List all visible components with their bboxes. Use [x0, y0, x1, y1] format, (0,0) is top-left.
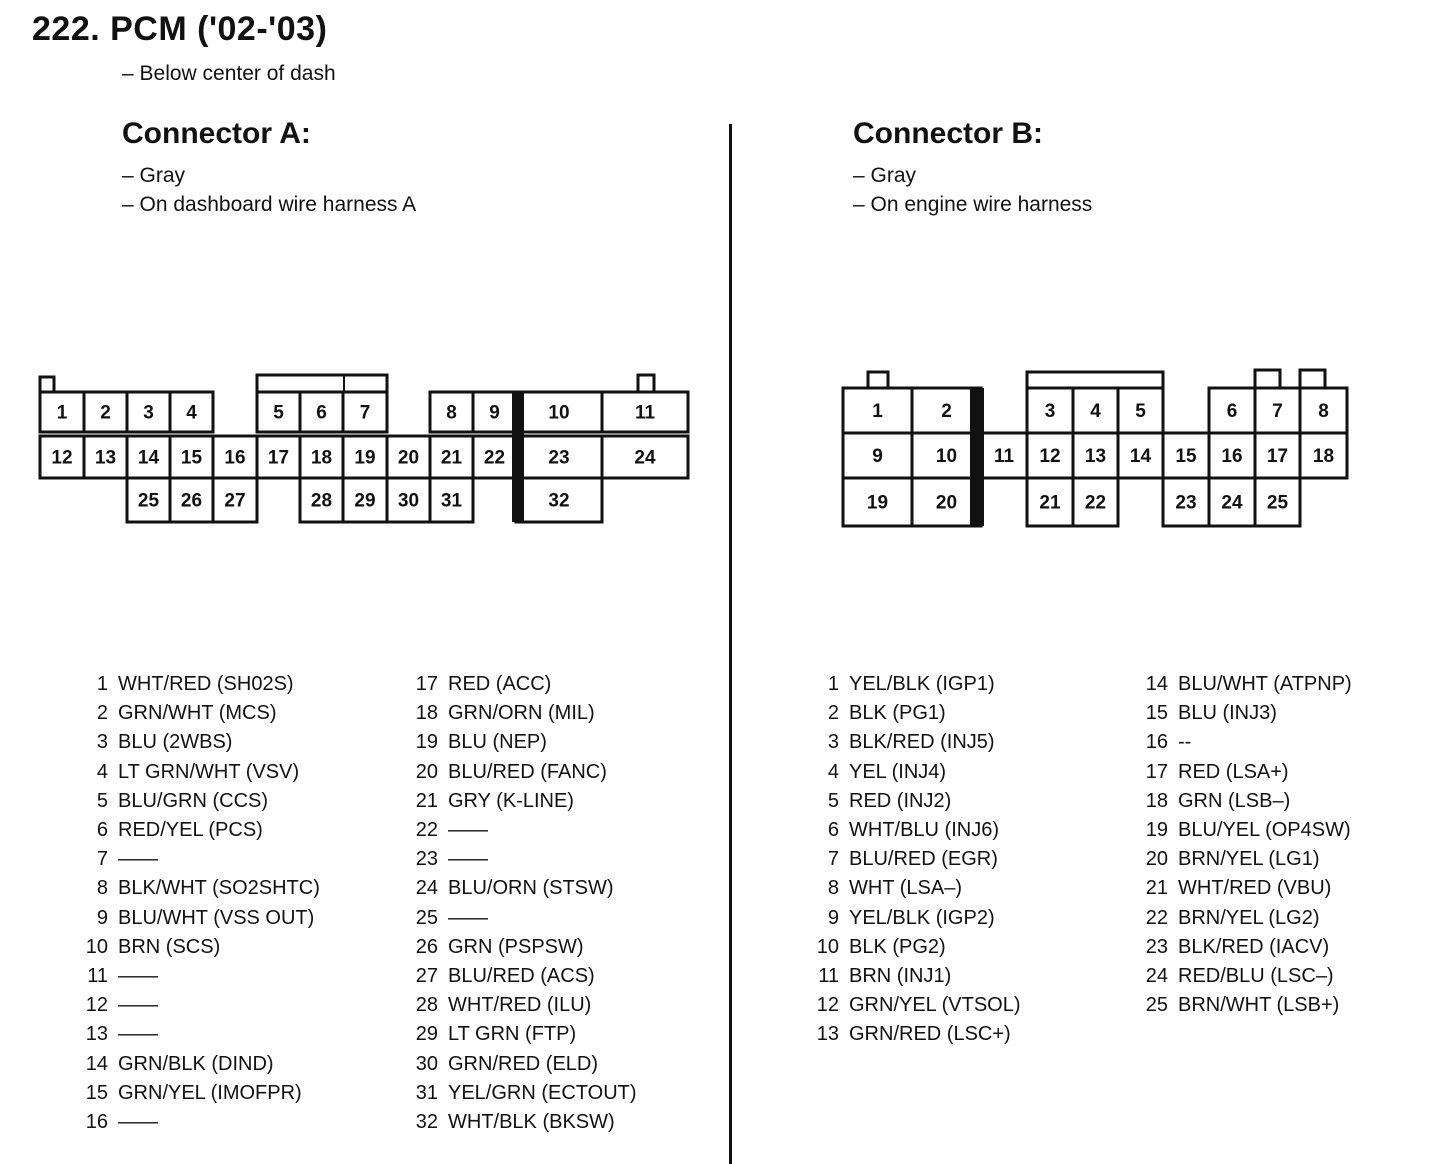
pin-row — [1138, 874, 1352, 903]
pin-description: BLU/GRN (CCS) — [118, 789, 269, 812]
pin-description: BLK/RED (INJ5) — [849, 731, 995, 754]
pin-description: YEL/GRN (ECTOUT) — [448, 1081, 637, 1104]
connector-b-cavity-label: 17 — [1266, 446, 1289, 467]
pin-row — [408, 699, 637, 728]
pin-row — [78, 1079, 320, 1108]
connector-b-cavity-label: 25 — [1266, 492, 1289, 514]
connector-b-cavity-label: 5 — [1135, 401, 1146, 422]
connector-b-cavity-label: 23 — [1175, 492, 1197, 514]
pin-number: 18 — [415, 702, 438, 725]
pin-number: 2 — [96, 702, 108, 725]
pin-number: 31 — [415, 1081, 438, 1104]
pin-row — [78, 874, 320, 903]
connector-a-cavity-label: 8 — [446, 402, 457, 424]
pin-row — [408, 962, 637, 991]
pin-row — [1138, 962, 1352, 991]
connector-a-cavity-label: 14 — [137, 447, 160, 469]
pin-description: —— — [448, 819, 488, 842]
pin-description: BLU (2WBS) — [118, 731, 233, 754]
connector-a-key-bar — [512, 392, 524, 522]
pin-description: GRN/RED (LSC+) — [849, 1023, 1011, 1046]
pin-description: GRN/RED (ELD) — [448, 1052, 599, 1075]
pin-description: GRN/YEL (VTSOL) — [849, 994, 1021, 1017]
connector-b-cavity-label: 21 — [1039, 492, 1061, 514]
pin-number: 24 — [1145, 965, 1168, 988]
pin-number: 13 — [816, 1023, 839, 1046]
pin-number: 13 — [85, 1023, 108, 1046]
pin-number: 21 — [1145, 877, 1168, 900]
pin-row — [408, 874, 637, 903]
connector-a-title: Connector A: — [122, 117, 311, 150]
connector-b-cavity-label: 7 — [1272, 401, 1283, 422]
pin-row — [78, 816, 320, 845]
pin-description: YEL (INJ4) — [849, 760, 947, 783]
connector-a-pinlist-left — [78, 670, 320, 1137]
pin-description: BLU/RED (ACS) — [448, 965, 595, 988]
connector-b-cavity-label: 18 — [1312, 446, 1335, 467]
pin-description: GRN (LSB–) — [1178, 789, 1291, 812]
pin-description: YEL/BLK (IGP2) — [849, 906, 995, 929]
pin-row — [408, 1050, 637, 1079]
connector-a-cavity-label: 12 — [51, 447, 73, 469]
pin-number: 16 — [1145, 731, 1168, 754]
pin-row — [1138, 670, 1352, 699]
pin-row — [809, 816, 1021, 845]
pin-description: —— — [118, 848, 158, 871]
connector-a-cavity-label: 26 — [180, 490, 203, 512]
pin-number: 5 — [827, 789, 839, 812]
connector-a-cavity-label: 32 — [548, 490, 570, 512]
pin-number: 18 — [1145, 789, 1168, 812]
connector-a-cavity-label: 19 — [354, 447, 376, 469]
pin-description: BLU/WHT (VSS OUT) — [118, 906, 315, 929]
pin-description: GRY (K-LINE) — [448, 789, 574, 812]
pin-row — [1138, 904, 1352, 933]
connector-a-diagram — [40, 375, 688, 522]
pin-number: 17 — [415, 673, 438, 695]
connector-a-lock-tab — [257, 375, 387, 392]
pin-number: 30 — [415, 1052, 438, 1075]
pin-row — [809, 758, 1021, 787]
pin-row — [408, 1079, 637, 1108]
pin-number: 10 — [85, 935, 108, 958]
pin-number: 32 — [415, 1111, 438, 1134]
pin-description: —— — [118, 994, 158, 1017]
connector-b-cavity-label: 9 — [872, 446, 883, 467]
pin-row — [78, 728, 320, 757]
connector-a-cavity-label: 6 — [316, 402, 327, 424]
connector-b-cavity-label: 2 — [941, 401, 952, 422]
pin-number: 3 — [96, 731, 108, 754]
pin-row — [1138, 991, 1352, 1020]
connector-diagram — [0, 0, 1456, 560]
pin-description: BRN/YEL (LG2) — [1178, 906, 1320, 929]
connector-a-cavity-label: 13 — [94, 447, 117, 469]
pin-row — [408, 1108, 637, 1137]
connector-b-key-bar — [970, 388, 984, 526]
connector-a-cavity-label: 28 — [310, 490, 333, 512]
pin-number: 20 — [1145, 848, 1168, 871]
pin-row — [78, 1108, 320, 1137]
connector-a-cavity-label: 21 — [440, 447, 463, 469]
pin-number: 21 — [415, 789, 438, 812]
pin-description: WHT/RED (VBU) — [1178, 877, 1332, 900]
connector-a-cavity-label: 1 — [56, 402, 68, 424]
pin-description: BLU (NEP) — [448, 731, 547, 754]
pin-number: 15 — [85, 1081, 108, 1104]
pin-row — [408, 816, 637, 845]
pin-number: 25 — [415, 906, 438, 929]
pin-row — [809, 699, 1021, 728]
pin-description: GRN/BLK (DIND) — [118, 1052, 274, 1075]
pin-description: —— — [448, 848, 488, 871]
pin-row — [78, 962, 320, 991]
pin-description: GRN/WHT (MCS) — [118, 702, 277, 725]
pin-number: 14 — [1145, 673, 1168, 695]
location-note: – Below center of dash — [122, 62, 336, 85]
pin-number: 4 — [827, 760, 839, 783]
connector-a-cavity-label: 16 — [224, 447, 246, 469]
pin-number: 7 — [96, 848, 108, 871]
pin-row — [78, 1050, 320, 1079]
connector-a-cavity-label: 2 — [100, 402, 111, 424]
pin-row — [78, 670, 320, 699]
pin-number: 6 — [827, 819, 839, 842]
pin-number: 15 — [1145, 702, 1168, 725]
pin-description: WHT/RED (SH02S) — [118, 673, 294, 695]
connector-b-cavity-label: 20 — [935, 492, 958, 514]
connector-a-cavity-label: 17 — [267, 447, 290, 469]
pin-row — [78, 1020, 320, 1049]
pin-number: 9 — [827, 906, 839, 929]
connector-a-cavity-label: 22 — [483, 447, 506, 469]
connector-b-cavity-label: 4 — [1090, 401, 1101, 422]
pin-number: 12 — [85, 994, 108, 1017]
pin-row — [809, 728, 1021, 757]
pin-row — [408, 933, 637, 962]
pin-number: 11 — [87, 965, 108, 988]
connector-a-harness-note: – On dashboard wire harness A — [122, 193, 417, 216]
pin-row — [809, 670, 1021, 699]
connector-b-cavity-label: 10 — [935, 446, 958, 467]
pin-description: WHT (LSA–) — [849, 877, 962, 900]
pin-number: 2 — [827, 702, 839, 725]
connector-a-cavity-label: 5 — [273, 402, 284, 424]
connector-b-cavity-label: 19 — [866, 492, 889, 514]
pin-description: —— — [448, 906, 488, 929]
pin-description: WHT/RED (ILU) — [448, 994, 592, 1017]
connector-a-color-note: – Gray — [122, 164, 186, 187]
pin-number: 14 — [85, 1052, 108, 1075]
pin-number: 25 — [1145, 994, 1168, 1017]
connector-a-latch-right — [638, 375, 654, 392]
connector-b-cavity-label: 11 — [993, 446, 1015, 467]
pin-description: BRN (SCS) — [118, 935, 221, 958]
connector-b-pinlist-left — [809, 670, 1021, 1050]
pin-number: 7 — [827, 848, 839, 871]
pin-row — [408, 1020, 637, 1049]
pin-description: -- — [1178, 731, 1192, 754]
pin-row — [408, 728, 637, 757]
connector-a-cavity-label: 3 — [143, 402, 154, 424]
connector-a-cavity-label: 24 — [634, 447, 656, 469]
pin-description: BRN/WHT (LSB+) — [1178, 994, 1340, 1017]
connector-a-cavity-label: 31 — [440, 490, 463, 512]
connector-b-cavity-label: 24 — [1221, 492, 1243, 514]
pin-description: —— — [118, 1111, 158, 1134]
connector-a-cavity-label: 7 — [359, 402, 371, 424]
pin-description: GRN/ORN (MIL) — [448, 702, 595, 725]
connector-b-cavity-label: 3 — [1044, 401, 1056, 422]
pin-row — [809, 874, 1021, 903]
connector-a-cavity-label: 9 — [489, 402, 500, 424]
pin-row — [809, 962, 1021, 991]
connector-b-cavity-label: 15 — [1175, 446, 1197, 467]
connector-b-latch-mid — [1255, 370, 1280, 388]
connector-b-latch-left — [868, 372, 888, 388]
pin-number: 19 — [1145, 819, 1168, 842]
pin-description: BLK/WHT (SO2SHTC) — [118, 877, 320, 900]
pin-description: WHT/BLK (BKSW) — [448, 1111, 615, 1134]
pin-description: GRN (PSPSW) — [448, 935, 584, 958]
connector-b-pinlist-right — [1138, 670, 1352, 1020]
pin-row — [78, 758, 320, 787]
pin-number: 29 — [415, 1023, 438, 1046]
pin-number: 23 — [1145, 935, 1168, 958]
pin-number: 5 — [96, 789, 108, 812]
pin-number: 3 — [827, 731, 839, 754]
connector-b-color-note: – Gray — [853, 164, 917, 187]
connector-b-cavity-label: 8 — [1318, 401, 1329, 422]
connector-a-cavity-label: 11 — [634, 402, 656, 424]
pin-number: 1 — [827, 673, 839, 695]
pin-number: 28 — [415, 994, 438, 1017]
connector-a-cavity-label: 25 — [137, 490, 160, 512]
connector-a-cavity-label: 23 — [548, 447, 570, 469]
connector-b-cavity-label: 13 — [1084, 446, 1107, 467]
pin-description: RED/YEL (PCS) — [118, 819, 263, 842]
pin-row — [1138, 758, 1352, 787]
pin-number: 27 — [415, 965, 438, 988]
pin-description: LT GRN (FTP) — [448, 1023, 577, 1046]
pin-description: BLU/RED (EGR) — [849, 848, 998, 871]
pin-row — [1138, 787, 1352, 816]
pin-description: BLK/RED (IACV) — [1178, 935, 1330, 958]
pin-row — [408, 991, 637, 1020]
pin-number: 12 — [816, 994, 839, 1017]
pin-row — [1138, 699, 1352, 728]
pin-number: 9 — [96, 906, 108, 929]
pin-description: RED/BLU (LSC–) — [1178, 965, 1334, 988]
pin-row — [408, 904, 637, 933]
pin-description: BLU/WHT (ATPNP) — [1178, 673, 1352, 695]
page-title: 222. PCM ('02-'03) — [32, 10, 328, 48]
connector-a-cavity-label: 30 — [397, 490, 420, 512]
connector-b-cavity-label: 22 — [1084, 492, 1107, 514]
pin-number: 17 — [1145, 760, 1168, 783]
pin-row — [809, 933, 1021, 962]
connector-a-cavity-label: 29 — [354, 490, 376, 512]
pin-row — [1138, 845, 1352, 874]
connector-b-cavity-label: 14 — [1129, 446, 1152, 467]
connector-b-diagram — [843, 370, 1347, 526]
pin-row — [408, 670, 637, 699]
pin-description: BLU/YEL (OP4SW) — [1178, 819, 1351, 842]
pin-description: —— — [118, 1023, 158, 1046]
pin-row — [78, 904, 320, 933]
pin-row — [809, 991, 1021, 1020]
pin-description: LT GRN/WHT (VSV) — [118, 760, 300, 783]
pin-row — [408, 758, 637, 787]
connector-a-cavity-label: 20 — [397, 447, 420, 469]
pin-row — [408, 845, 637, 874]
pin-description: BLU/ORN (STSW) — [448, 877, 614, 900]
pin-description: RED (LSA+) — [1178, 760, 1289, 783]
connector-a-latch-left — [40, 377, 54, 392]
pin-row — [1138, 933, 1352, 962]
connector-b-lock-tab — [1027, 372, 1163, 388]
pin-description: BRN (INJ1) — [849, 965, 952, 988]
pin-row — [78, 787, 320, 816]
connector-b-harness-note: – On engine wire harness — [853, 193, 1093, 216]
pin-row — [1138, 728, 1352, 757]
pin-row — [809, 1020, 1021, 1049]
connector-a-cavity-label: 4 — [186, 402, 197, 424]
connector-a-cavity-label: 10 — [548, 402, 570, 424]
connector-a-pinlist-right — [408, 670, 637, 1137]
pin-number: 24 — [415, 877, 438, 900]
pin-number: 1 — [96, 673, 108, 695]
pin-row — [78, 845, 320, 874]
connector-b-cavity-label: 16 — [1221, 446, 1243, 467]
connector-a-cavity-label: 18 — [310, 447, 333, 469]
pin-row — [408, 787, 637, 816]
connector-b-cavity-label: 6 — [1226, 401, 1238, 422]
pin-number: 8 — [827, 877, 839, 900]
pin-description: BLK (PG2) — [849, 935, 946, 958]
pin-number: 26 — [415, 935, 438, 958]
pin-description: GRN/YEL (IMOFPR) — [118, 1081, 302, 1104]
pin-description: WHT/BLU (INJ6) — [849, 819, 999, 842]
connector-a-cavity-label: 27 — [224, 490, 246, 512]
connector-b-cavity-label: 1 — [872, 401, 883, 422]
pin-description: YEL/BLK (IGP1) — [849, 673, 995, 695]
pin-row — [78, 933, 320, 962]
pin-number: 22 — [1145, 906, 1168, 929]
pin-row — [809, 904, 1021, 933]
pin-number: 10 — [816, 935, 839, 958]
pin-number: 6 — [96, 819, 108, 842]
pin-number: 20 — [415, 760, 438, 783]
pin-row — [78, 699, 320, 728]
pin-number: 11 — [818, 965, 839, 988]
connector-b-cavity-label: 12 — [1039, 446, 1061, 467]
pin-description: BLU/RED (FANC) — [448, 760, 607, 783]
pin-row — [809, 787, 1021, 816]
pin-description: BLU (INJ3) — [1178, 702, 1277, 725]
connector-a-cavity-label: 15 — [180, 447, 203, 469]
pin-number: 8 — [96, 877, 108, 900]
pin-description: BRN/YEL (LG1) — [1178, 848, 1320, 871]
pin-row — [1138, 816, 1352, 845]
pin-row — [78, 991, 320, 1020]
pin-description: BLK (PG1) — [849, 702, 946, 725]
connector-b-latch-right — [1300, 370, 1325, 388]
pin-row — [809, 845, 1021, 874]
pin-number: 23 — [415, 848, 438, 871]
pin-description: —— — [118, 965, 158, 988]
pin-number: 19 — [415, 731, 438, 754]
pin-number: 16 — [85, 1111, 108, 1134]
pin-number: 22 — [415, 819, 438, 842]
pin-description: RED (ACC) — [448, 673, 552, 695]
connector-b-title: Connector B: — [853, 117, 1043, 150]
pin-description: RED (INJ2) — [849, 789, 952, 812]
pin-number: 4 — [96, 760, 108, 783]
